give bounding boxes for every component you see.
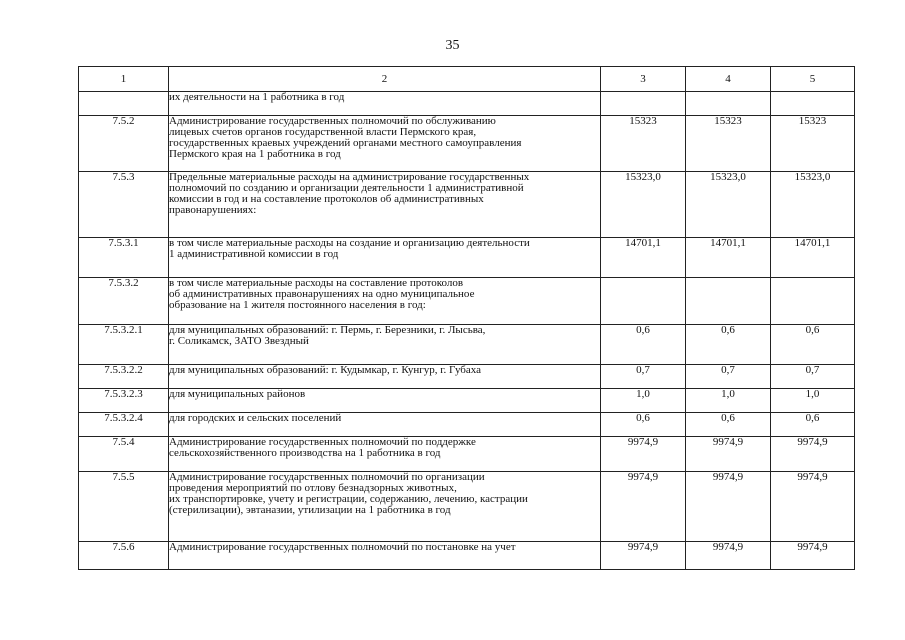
row-value-col-3: 0,6	[601, 413, 686, 437]
row-value-col-5: 0,6	[771, 413, 855, 437]
row-code: 7.5.3.2	[79, 278, 169, 325]
row-value-col-3	[601, 92, 686, 116]
description-line: Администрирование государственных полномочий по обслуживанию	[169, 115, 496, 127]
row-description	[169, 238, 601, 278]
row-value-col-4: 9974,9	[686, 437, 771, 472]
description-line: проведения мероприятий по отлову безнадзорных животных,	[169, 482, 457, 494]
table-row	[79, 389, 855, 413]
table-row	[79, 472, 855, 542]
row-value-col-5: 15323	[771, 116, 855, 172]
row-value-col-4: 9974,9	[686, 472, 771, 542]
description-line: в том числе материальные расходы на составление протоколов	[169, 277, 464, 289]
row-value-col-4	[686, 278, 771, 325]
row-code: 7.5.3.2.2	[79, 365, 169, 389]
description-line: (стерилизации), эвтаназии, утилизации на 1 работника в год	[169, 504, 451, 516]
header-row	[79, 67, 855, 92]
row-description	[169, 92, 601, 116]
row-value-col-5: 0,7	[771, 365, 855, 389]
row-description	[169, 172, 601, 238]
description-line: об административных правонарушениях на одно муниципальное	[169, 288, 475, 300]
row-value-col-4: 0,7	[686, 365, 771, 389]
row-value-col-3	[601, 278, 686, 325]
row-value-col-5: 0,6	[771, 325, 855, 365]
row-value-col-5	[771, 92, 855, 116]
table-row	[79, 92, 855, 116]
row-description	[169, 389, 601, 413]
description-line: Предельные материальные расходы на администрирование государственных	[169, 171, 530, 183]
description-line: для городских и сельских поселений	[169, 412, 342, 424]
table-row	[79, 116, 855, 172]
description-line: г. Соликамск, ЗАТО Звездный	[169, 335, 309, 347]
row-value-col-3: 9974,9	[601, 472, 686, 542]
header-col-3: 3	[601, 67, 686, 92]
row-value-col-5: 1,0	[771, 389, 855, 413]
row-description	[169, 325, 601, 365]
page-number: 35	[445, 38, 460, 53]
table-row	[79, 278, 855, 325]
row-code: 7.5.3	[79, 172, 169, 238]
description-line: Администрирование государственных полномочий по поддержке	[169, 436, 476, 448]
row-value-col-3: 15323	[601, 116, 686, 172]
row-value-col-3: 14701,1	[601, 238, 686, 278]
table-row	[79, 413, 855, 437]
row-description	[169, 116, 601, 172]
row-code	[79, 92, 169, 116]
header-col-1: 1	[79, 67, 169, 92]
row-value-col-5: 14701,1	[771, 238, 855, 278]
description-line: для муниципальных районов	[169, 388, 306, 400]
row-code: 7.5.5	[79, 472, 169, 542]
description-line: полномочий по созданию и организации деятельности 1 административной	[169, 182, 524, 194]
description-line: правонарушениях:	[169, 204, 257, 216]
row-value-col-4: 15323	[686, 116, 771, 172]
row-code: 7.5.3.2.4	[79, 413, 169, 437]
row-value-col-4: 1,0	[686, 389, 771, 413]
row-value-col-5: 9974,9	[771, 542, 855, 570]
header-col-4: 4	[686, 67, 771, 92]
description-line: для муниципальных образований: г. Кудымкар, г. Кунгур, г. Губаха	[169, 364, 482, 376]
table-row	[79, 172, 855, 238]
row-code: 7.5.3.2.3	[79, 389, 169, 413]
row-value-col-3: 9974,9	[601, 542, 686, 570]
row-description	[169, 413, 601, 437]
row-value-col-4: 14701,1	[686, 238, 771, 278]
row-description	[169, 472, 601, 542]
header-col-2: 2	[169, 67, 601, 92]
table-row	[79, 542, 855, 570]
table-row	[79, 238, 855, 278]
row-code: 7.5.3.1	[79, 238, 169, 278]
description-line: государственных краевых учреждений органами местного самоуправления	[169, 137, 522, 149]
row-value-col-3: 9974,9	[601, 437, 686, 472]
description-line: комиссии в год и на составление протоколов об административных	[169, 193, 484, 205]
row-value-col-5: 9974,9	[771, 437, 855, 472]
description-line: их деятельности на 1 работника в год	[169, 91, 345, 103]
description-line: их транспортировке, учету и регистрации, содержанию, лечению, кастрации	[169, 493, 528, 505]
description-line: Администрирование государственных полномочий по организации	[169, 471, 485, 483]
row-value-col-3: 0,6	[601, 325, 686, 365]
description-line: Администрирование государственных полномочий по постановке на учет	[169, 541, 516, 553]
table-row	[79, 365, 855, 389]
header-col-5: 5	[771, 67, 855, 92]
row-code: 7.5.6	[79, 542, 169, 570]
row-value-col-4: 0,6	[686, 325, 771, 365]
row-value-col-3: 0,7	[601, 365, 686, 389]
row-description	[169, 278, 601, 325]
row-code: 7.5.3.2.1	[79, 325, 169, 365]
description-line: для муниципальных образований: г. Пермь, г. Березники, г. Лысьва,	[169, 324, 486, 336]
row-value-col-4: 9974,9	[686, 542, 771, 570]
row-value-col-4: 0,6	[686, 413, 771, 437]
description-line: лицевых счетов органов государственной власти Пермского края,	[169, 126, 477, 138]
row-value-col-5: 9974,9	[771, 472, 855, 542]
row-value-col-4: 15323,0	[686, 172, 771, 238]
row-value-col-5: 15323,0	[771, 172, 855, 238]
description-line: Пермского края на 1 работника в год	[169, 148, 341, 160]
row-description	[169, 542, 601, 570]
row-value-col-3: 1,0	[601, 389, 686, 413]
row-value-col-5	[771, 278, 855, 325]
row-value-col-3: 15323,0	[601, 172, 686, 238]
row-description	[169, 365, 601, 389]
table-row	[79, 437, 855, 472]
row-description	[169, 437, 601, 472]
description-line: в том числе материальные расходы на создание и организацию деятельности	[169, 237, 530, 249]
norms-table	[78, 66, 855, 570]
row-value-col-4	[686, 92, 771, 116]
description-line: 1 административной комиссии в год	[169, 248, 339, 260]
row-code: 7.5.2	[79, 116, 169, 172]
row-code: 7.5.4	[79, 437, 169, 472]
description-line: образование на 1 жителя постоянного населения в год:	[169, 299, 426, 311]
table-row	[79, 325, 855, 365]
description-line: сельскохозяйственного производства на 1 работника в год	[169, 447, 441, 459]
